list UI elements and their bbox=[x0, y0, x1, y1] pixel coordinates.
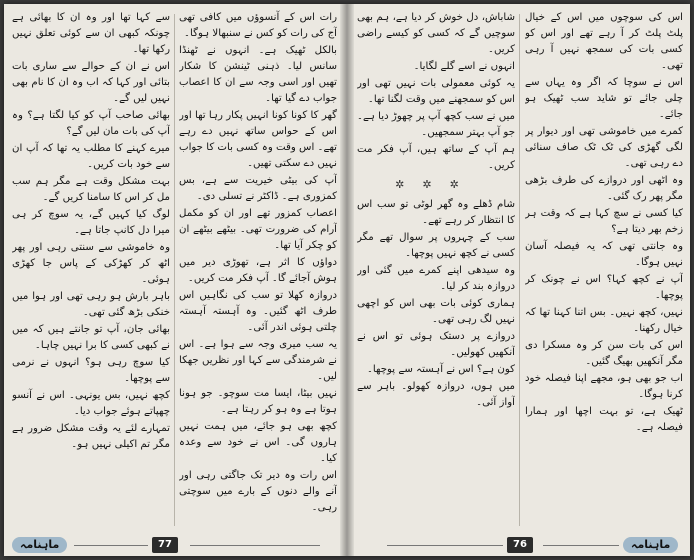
paragraph: سب کے چہروں پر سوال تھے مگر کسی نے کچھ نہیں پوچھا۔ bbox=[357, 232, 515, 259]
paragraph: نہیں، کچھ نہیں۔ بس اتنا کہنا تھا کہ خیال رکھنا۔ bbox=[525, 307, 683, 334]
paragraph: بھائی جان، آپ تو جانتے ہیں کہ میں نے کبھی کسی کا برا نہیں چاہا۔ bbox=[12, 324, 170, 351]
paragraph: کیا کسی نے سچ کہا ہے کہ وقت ہر زخم بھر دیتا ہے؟ bbox=[525, 208, 683, 235]
paragraph: اس رات وہ دیر تک جاگتی رہی اور آنے والے دنوں کے بارے میں سوچتی رہی۔ bbox=[179, 470, 337, 513]
footer-rule bbox=[543, 545, 619, 546]
paragraph: کون ہے؟ اس نے آہستہ سے پوچھا۔ bbox=[366, 364, 515, 375]
footer-rule bbox=[387, 545, 503, 546]
paragraph: کمرے میں خاموشی تھی اور دیوار پر لگی گھڑی کی ٹک ٹک صاف سنائی دے رہی تھی۔ bbox=[525, 126, 683, 169]
paragraph: کچھ بھی ہو جائے، میں ہمت نہیں ہاروں گی۔ اس نے خود سے وعدہ کیا۔ bbox=[179, 421, 337, 464]
page-number: 76 bbox=[507, 537, 533, 553]
paragraph: تمہارے لئے یہ وقت مشکل ضرور ہے مگر تم اکیلی نہیں ہو۔ bbox=[12, 423, 170, 450]
right-page-column-right bbox=[525, 10, 683, 530]
paragraph: گھر کا کونا کونا انہیں پکار رہا تھا اور اس کے حواس ساتھ نہیں دے رہے تھے۔ اس وقت وہ کسی بات کا جواب نہیں دے سکتی تھیں۔ bbox=[179, 110, 337, 169]
column-divider bbox=[174, 14, 175, 526]
paragraph: میرے کہنے کا مطلب یہ تھا کہ آپ ان سے خود بات کریں۔ bbox=[12, 143, 170, 170]
paragraph: اس کی بات سن کر وہ مسکرا دی مگر آنکھیں بھیگ گئیں۔ bbox=[525, 340, 683, 367]
paragraph: باہر بارش ہو رہی تھی اور ہوا میں خنکی بڑھ گئی تھی۔ bbox=[12, 291, 170, 318]
paragraph: آپ نے کچھ کہا؟ اس نے چونک کر پوچھا۔ bbox=[525, 274, 683, 301]
magazine-logo: ماہنامہ bbox=[12, 537, 67, 553]
book-gutter bbox=[340, 4, 354, 556]
paragraph: شام ڈھلے وہ گھر لوٹی تو سب اس کا انتظار کر رہے تھے۔ bbox=[357, 199, 515, 226]
footer-rule bbox=[74, 545, 148, 546]
scene-break-stars: ✲✲✲ bbox=[395, 178, 477, 191]
page-number: 77 bbox=[152, 537, 178, 553]
paragraph: کچھ نہیں، بس یونہی۔ اس نے آنسو چھپاتے ہوئے جواب دیا۔ bbox=[12, 390, 170, 417]
paragraph: اس نے ان کے حوالے سے ساری بات بتائی اور کہا کہ اب وہ ان کا نام بھی نہیں لیں گے۔ bbox=[12, 61, 170, 104]
paragraph: بہت مشکل وقت ہے مگر ہم سب مل کر اس کا سامنا کریں گے۔ bbox=[12, 176, 170, 203]
paragraph: ہم آپ کے ساتھ ہیں، آپ فکر مت کریں۔ bbox=[357, 144, 515, 171]
paragraph: بالکل ٹھیک ہے۔ انہوں نے ٹھنڈا سانس لیا۔ ذہنی ٹینشن کا شکار تھیں اور اسی وجہ سے ان کا اعصاب جواب دے گیا تھا۔ bbox=[179, 45, 337, 104]
paragraph: اعصاب کمزور تھے اور ان کو مکمل آرام کی ضرورت تھی۔ بیٹھے بیٹھے ان کو چکر آیا تھا۔ bbox=[179, 208, 337, 251]
paragraph: ٹھیک ہے، تو بہت اچھا اور ہمارا فیصلہ ہے۔ bbox=[525, 406, 683, 433]
paragraph: شاباش، دل خوش کر دیا ہے، ہم بھی سوچیں گے کہ کسی کو کیسے راضی کریں۔ bbox=[357, 12, 515, 55]
paragraph: سے کہا تھا اور وہ ان کا بھائی ہے چونکہ کبھی ان سے کوئی تعلق نہیں رکھا تھا۔ bbox=[12, 12, 170, 55]
paragraph: اس کی سوچوں میں اس کے خیال پلٹ پلٹ کر آ رہے تھے اور اس کو کسی بات کی سمجھ نہیں آ رہی تھی۔ bbox=[525, 12, 683, 71]
paragraph: وہ اٹھی اور دروازے کی طرف بڑھی مگر پھر رک گئی۔ bbox=[525, 175, 683, 202]
paragraph: انہوں نے اسے گلے لگایا۔ bbox=[413, 61, 515, 72]
magazine-spread bbox=[4, 4, 690, 556]
paragraph: کیا سوچ رہی ہو؟ انہوں نے نرمی سے پوچھا۔ bbox=[12, 357, 170, 384]
paragraph: وہ جانتی تھی کہ یہ فیصلہ آسان نہیں ہوگا۔ bbox=[525, 241, 683, 268]
right-page bbox=[347, 4, 690, 556]
column-divider bbox=[519, 14, 520, 526]
right-page-column-left bbox=[357, 10, 515, 530]
paragraph: اس نے سوچا کہ اگر وہ یہاں سے چلی جائے تو شاید سب ٹھیک ہو جائے۔ bbox=[525, 77, 683, 120]
footer-rule bbox=[190, 545, 320, 546]
paragraph: دروازے پر دستک ہوئی تو اس نے آنکھیں کھولیں۔ bbox=[357, 331, 515, 358]
left-page bbox=[4, 4, 347, 556]
paragraph: میں ہوں، دروازہ کھولو۔ باہر سے آواز آئی۔ bbox=[357, 381, 515, 408]
paragraph: وہ سیدھی اپنے کمرے میں گئی اور دروازہ بند کر لیا۔ bbox=[357, 265, 515, 292]
paragraph: دروازہ کھلا تو سب کی نگاہیں اس طرف اٹھ گئیں۔ وہ آہستہ آہستہ چلتی ہوئی اندر آئی۔ bbox=[179, 290, 337, 333]
paragraph: ہماری کوئی بات بھی اس کو اچھی نہیں لگ رہی تھی۔ bbox=[357, 298, 515, 325]
magazine-logo: ماہنامہ bbox=[623, 537, 678, 553]
paragraph: یہ کوئی معمولی بات نہیں تھی اور اس کو سمجھنے میں وقت لگنا تھا۔ bbox=[357, 78, 515, 105]
left-page-column-right bbox=[179, 10, 337, 530]
paragraph: نہیں بیٹا، ایسا مت سوچو۔ جو ہونا ہوتا ہے وہ ہو کر رہتا ہے۔ bbox=[179, 388, 337, 415]
paragraph: یہ سب میری وجہ سے ہوا ہے۔ اس نے شرمندگی سے کہا اور نظریں جھکا لیں۔ bbox=[179, 339, 337, 382]
paragraph: رات اس کے آنسوؤں میں کافی تھی آج کی رات کو کس نے سنبھالا ہوگا۔ bbox=[179, 12, 337, 39]
paragraph: بھائی صاحب آپ کو کیا لگتا ہے؟ وہ آپ کی بات مان لیں گے؟ bbox=[12, 110, 170, 137]
left-page-column-left bbox=[12, 10, 170, 530]
paragraph: دواؤں کا اثر ہے، تھوڑی دیر میں ہوش آجائے گا۔ آپ فکر مت کریں۔ bbox=[179, 257, 337, 284]
paragraph: اب جو بھی ہو، مجھے اپنا فیصلہ خود کرنا ہوگا۔ bbox=[525, 373, 683, 400]
paragraph: وہ خاموشی سے سنتی رہی اور پھر اٹھ کر کھڑکی کے پاس جا کھڑی ہوئی۔ bbox=[12, 242, 170, 285]
paragraph: لوگ کیا کہیں گے، یہ سوچ کر ہی میرا دل کانپ جاتا ہے۔ bbox=[12, 209, 170, 236]
paragraph: میں نے سب کچھ آپ پر چھوڑ دیا ہے۔ جو آپ بہتر سمجھیں۔ bbox=[357, 111, 515, 138]
paragraph: آپ کی بیٹی خیریت سے ہے، بس کمزوری ہے۔ ڈاکٹر نے تسلی دی۔ bbox=[179, 175, 337, 202]
